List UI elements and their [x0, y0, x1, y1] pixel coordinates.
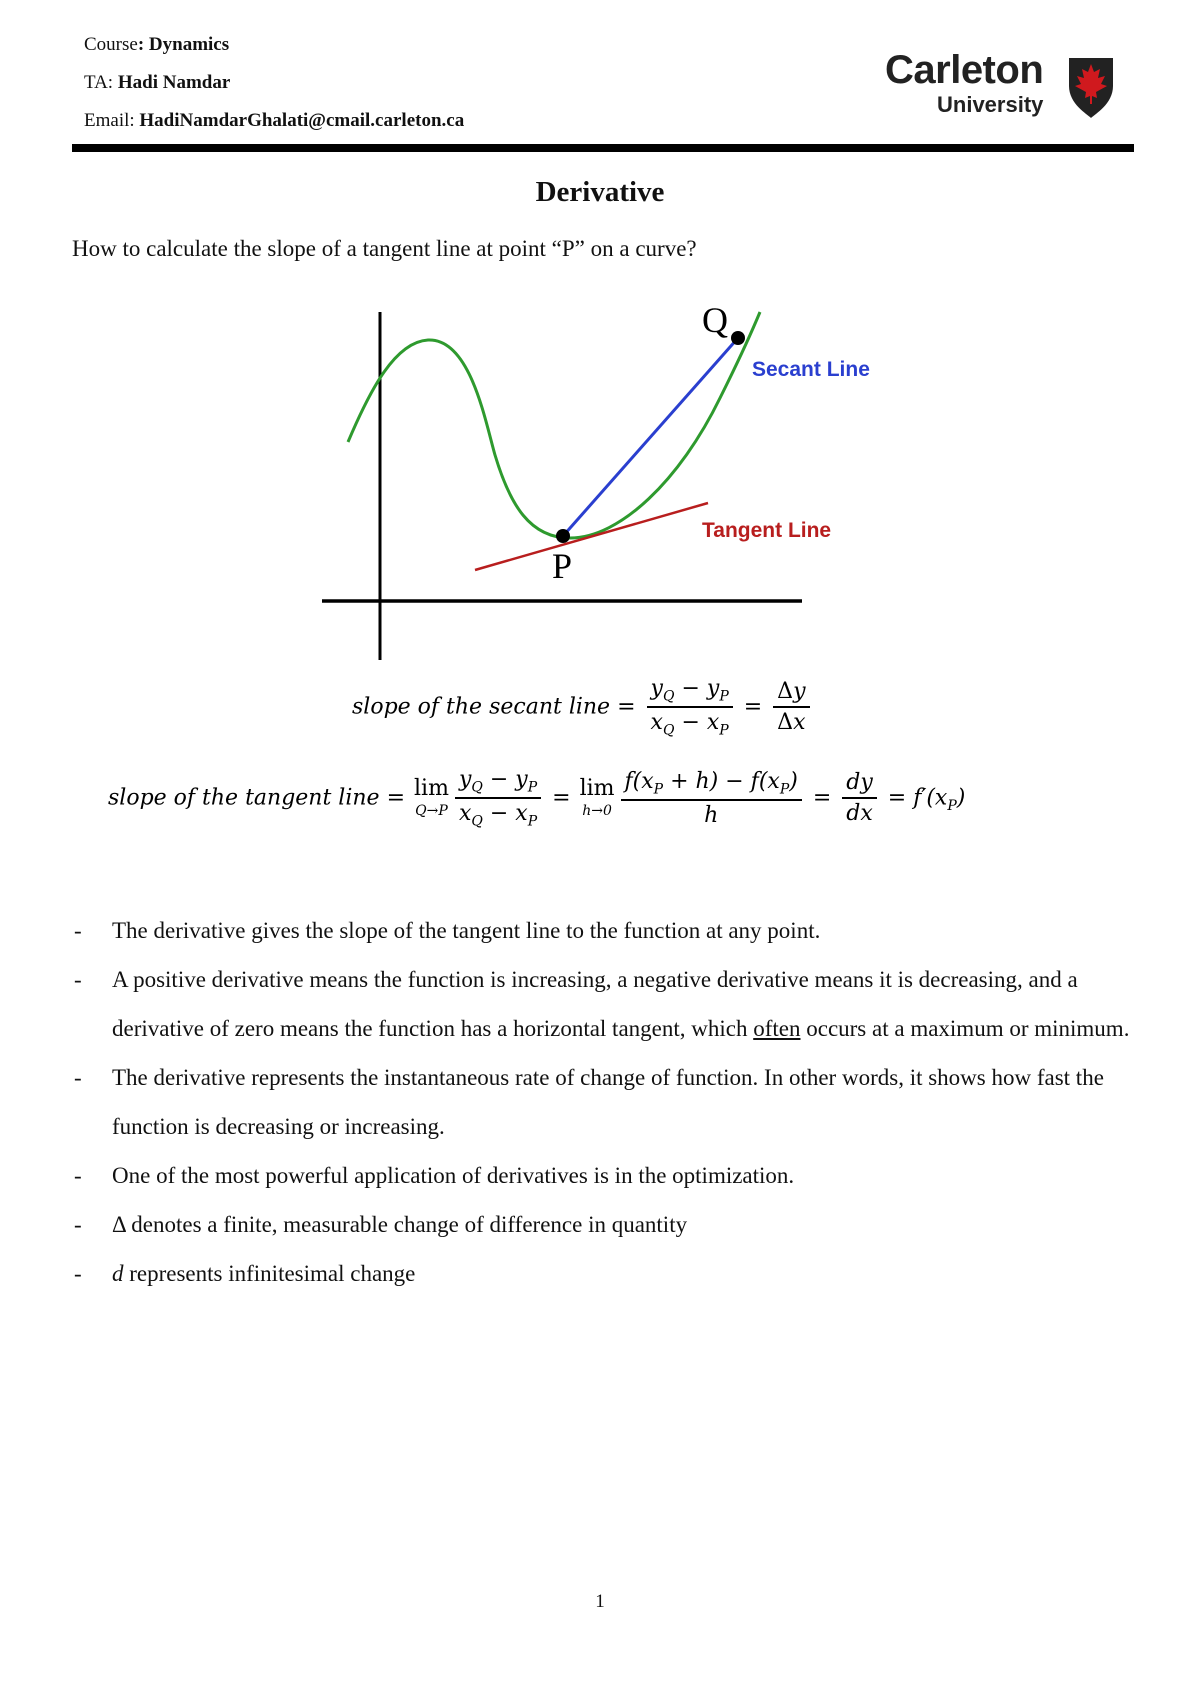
ta-line [84, 64, 464, 102]
header-block [84, 26, 464, 140]
tangent-line-label: Tangent Line [702, 519, 832, 542]
question-text: How to calculate the slope of a tangent line at point “P” on a curve? [72, 236, 697, 261]
shield-icon [1065, 56, 1117, 120]
page-title: Derivative [535, 176, 665, 208]
list-item: - One of the most powerful application of derivatives is in the optimization. [74, 1163, 795, 1188]
course-label: Course [84, 34, 138, 55]
list-item: - d represents infinitesimal change [74, 1261, 416, 1286]
page-number: 1 [595, 1591, 605, 1612]
tangent-slope-equation: slope of the tangent line = lim Q→P $\frac{y_Q - y_P}{x_Q - x_P}$ = lim h→0 $\frac{f(x_P + h) - f(x_P)}{h}$ = $\frac{dy}{dx}$ = $f'(x_P)$ [108, 767, 966, 830]
header-divider [72, 144, 1134, 152]
point-q-marker [731, 331, 745, 345]
ta-label: TA: [84, 72, 114, 93]
d-symbol: d [112, 1261, 124, 1286]
logo-name: Carleton [885, 48, 1044, 92]
point-p-label: P [552, 546, 573, 586]
secant-slope-equation: slope of the secant line = $\frac{y_Q - y_P}{x_Q - x_P}$ = $\frac{\Delta y}{\Delta x}$ [352, 676, 814, 739]
tangent-line [475, 503, 708, 570]
email-line [84, 102, 464, 140]
secant-line-label: Secant Line [752, 358, 870, 381]
list-item: - The derivative represents the instantaneous rate of change of function. In other words, it shows how fast the function is decreasing or increasing. [74, 1065, 1104, 1139]
tangent-lhs: slope of the tangent line [108, 785, 380, 811]
course-line: Course: Dynamics [84, 34, 230, 55]
bullet-list [72, 906, 1132, 1298]
email-value: HadiNamdarGhalati@cmail.carleton.ca [139, 110, 465, 131]
point-p-marker [556, 529, 570, 543]
secant-line [563, 338, 738, 536]
function-curve [348, 312, 760, 538]
email-label: Email: [84, 110, 135, 131]
point-q-label: Q [702, 300, 728, 340]
carleton-logo [885, 48, 1130, 127]
list-item: - A positive derivative means the function is increasing, a negative derivative means it is decreasing, and a derivative of zero means the function has a horizontal tangent, which often occurs at a maximum or minimum. [74, 967, 1130, 1041]
secant-lhs: slope of the secant line [352, 694, 611, 720]
underlined-word: often [753, 1016, 801, 1041]
course-value: Dynamics [148, 34, 230, 55]
logo-sub: University [937, 92, 1044, 117]
ta-value: Hadi Namdar [117, 72, 231, 93]
list-item: - Δ denotes a finite, measurable change of difference in quantity [74, 1212, 688, 1237]
list-item: - The derivative gives the slope of the tangent line to the function at any point. [74, 918, 821, 943]
derivative-figure [300, 280, 870, 670]
